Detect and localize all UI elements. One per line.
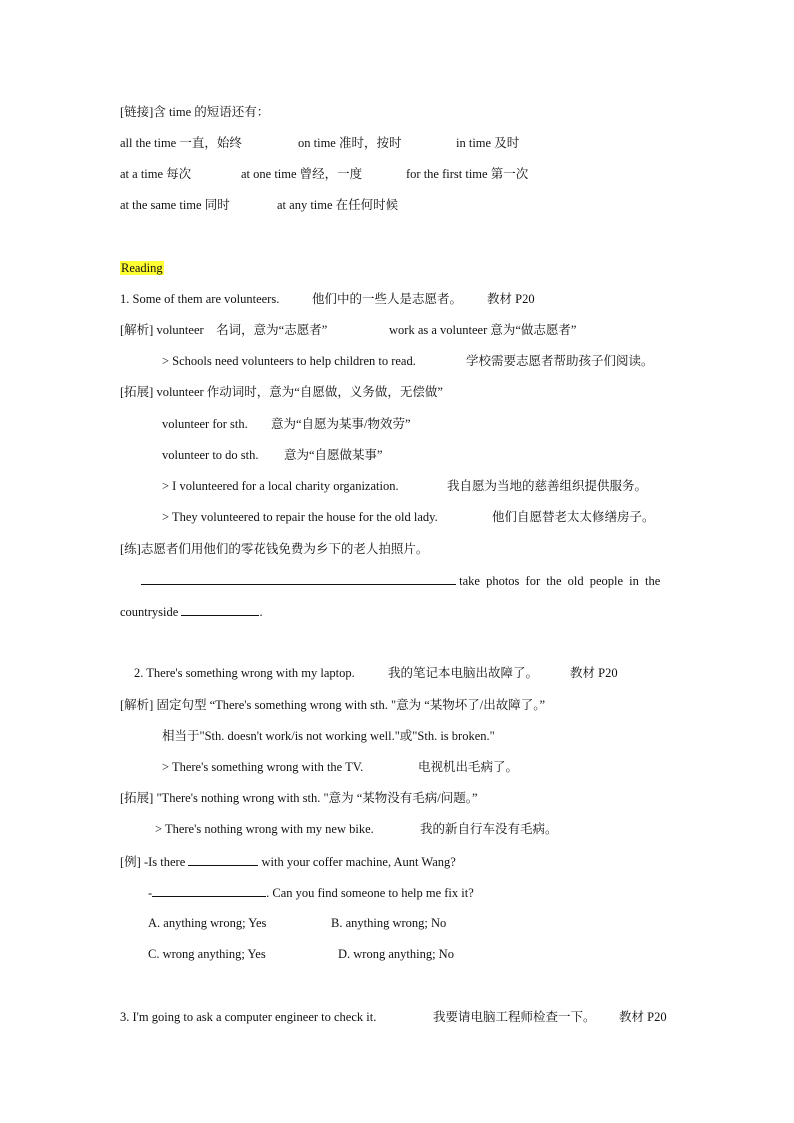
item2-example2-cn: 我的新自行车没有毛病。 <box>420 822 558 836</box>
item1-analysis-b: work as a volunteer 意为“做志愿者” <box>389 323 577 337</box>
item2-a-suffix: . Can you find someone to help me fix it? <box>266 886 474 900</box>
option-b[interactable]: B. anything wrong; No <box>331 916 447 930</box>
item1-practice-end-word: countryside <box>120 605 179 619</box>
item1-example1-cn: 学校需要志愿者帮助孩子们阅读。 <box>466 354 654 368</box>
item2-example1-cn: 电视机出毛病了。 <box>418 760 519 774</box>
item3-sentence-line <box>120 1009 667 1025</box>
item2-options-cd <box>148 946 454 962</box>
item2-example1-line <box>162 759 518 775</box>
item1-example2-cn: 我自愿为当地的慈善组织提供服务。 <box>447 479 648 493</box>
link-row-2 <box>120 166 528 182</box>
item1-analysis-line <box>120 322 576 338</box>
item2-example2-line <box>155 821 558 837</box>
link-row-3 <box>120 197 398 213</box>
item1-example2-en: > I volunteered for a local charity organization. <box>162 479 399 493</box>
item1-phrase1-cn: 意为“自愿为某事/物效劳” <box>271 417 411 431</box>
item2-options-ab <box>148 915 446 931</box>
item1-phrase1-line <box>162 416 411 432</box>
answer-blank[interactable] <box>152 884 266 897</box>
item3-sentence: 3. I'm going to ask a computer engineer to check it. <box>120 1010 377 1024</box>
item2-example2-en: > There's nothing wrong with my new bike. <box>155 822 374 836</box>
phrase-at-one-time: at one time 曾经，一度 <box>241 167 363 181</box>
item1-example3-line <box>162 509 655 525</box>
item2-q-suffix: with your coffer machine, Aunt Wang? <box>261 855 456 869</box>
link-heading: [链接]含 time 的短语还有： <box>120 105 270 119</box>
item1-practice-line <box>141 572 660 589</box>
item1-practice-end-line <box>120 603 263 620</box>
item1-sentence-line <box>120 291 535 307</box>
item2-answer-line <box>148 884 474 901</box>
item1-sentence: 1. Some of them are volunteers. <box>120 292 280 306</box>
phrase-for-the-first-time: for the first time 第一次 <box>406 167 529 181</box>
item1-source: 教材 P20 <box>487 292 535 306</box>
option-a[interactable]: A. anything wrong; Yes <box>148 916 267 930</box>
item2-a-prefix: - <box>148 886 153 900</box>
item2-example1-en: > There's something wrong with the TV. <box>162 760 364 774</box>
item1-example3-cn: 他们自愿替老太太修缮房子。 <box>492 510 655 524</box>
item2-sentence-line <box>134 665 618 681</box>
reading-label <box>120 260 164 276</box>
answer-blank[interactable] <box>181 603 259 616</box>
item1-phrase2-cn: 意为“自愿做某事” <box>284 448 383 462</box>
item1-practice-end-punct: . <box>259 605 263 619</box>
item2-sentence: 2. There's something wrong with my laptop. <box>134 666 355 680</box>
item1-analysis-a: [解析] volunteer 名词，意为“志愿者” <box>120 323 328 337</box>
item1-ext: [拓展] volunteer 作动词时，意为“自愿做，义务做，无偿做” <box>120 385 443 399</box>
phrase-on-time: on time 准时，按时 <box>298 136 402 150</box>
item1-example1-en: > Schools need volunteers to help children to read. <box>162 354 416 368</box>
answer-blank[interactable] <box>188 853 258 866</box>
item2-translation: 我的笔记本电脑出故障了。 <box>388 666 539 680</box>
phrase-in-time: in time 及时 <box>456 136 520 150</box>
reading-highlight: Reading <box>121 261 163 275</box>
item3-source: 教材 P20 <box>619 1010 667 1024</box>
item2-equiv: 相当于"Sth. doesn't work/is not working well."或"Sth. is broken." <box>162 729 495 743</box>
item1-practice: [练]志愿者们用他们的零花钱免费为乡下的老人拍照片。 <box>120 542 429 556</box>
item2-analysis: [解析] 固定句型 “There's something wrong with sth. "意为 “某物坏了/出故障了。” <box>120 698 546 712</box>
item2-q-prefix: [例] -Is there <box>120 855 186 869</box>
item1-practice-mid: take photos for the old people in the <box>459 574 661 588</box>
option-d[interactable]: D. wrong anything; No <box>338 947 454 961</box>
item2-ext: [拓展] "There's nothing wrong with sth. "意为 “某物没有毛病/问题。” <box>120 791 478 805</box>
phrase-at-a-time: at a time 每次 <box>120 167 192 181</box>
link-row-1 <box>120 135 519 151</box>
answer-blank[interactable] <box>141 572 456 585</box>
option-c[interactable]: C. wrong anything; Yes <box>148 947 266 961</box>
item1-example1-line <box>162 353 654 369</box>
phrase-at-any-time: at any time 在任何时候 <box>277 198 399 212</box>
phrase-all-the-time: all the time 一直，始终 <box>120 136 242 150</box>
item1-translation: 他们中的一些人是志愿者。 <box>312 292 463 306</box>
item1-example2-line <box>162 478 647 494</box>
item1-example3-en: > They volunteered to repair the house for the old lady. <box>162 510 438 524</box>
phrase-at-the-same-time: at the same time 同时 <box>120 198 230 212</box>
item2-source: 教材 P20 <box>570 666 618 680</box>
item2-question-line <box>120 853 456 870</box>
item1-phrase2-en: volunteer to do sth. <box>162 448 259 462</box>
item3-translation: 我要请电脑工程师检查一下。 <box>433 1010 596 1024</box>
item1-phrase2-line <box>162 447 383 463</box>
item1-phrase1-en: volunteer for sth. <box>162 417 248 431</box>
